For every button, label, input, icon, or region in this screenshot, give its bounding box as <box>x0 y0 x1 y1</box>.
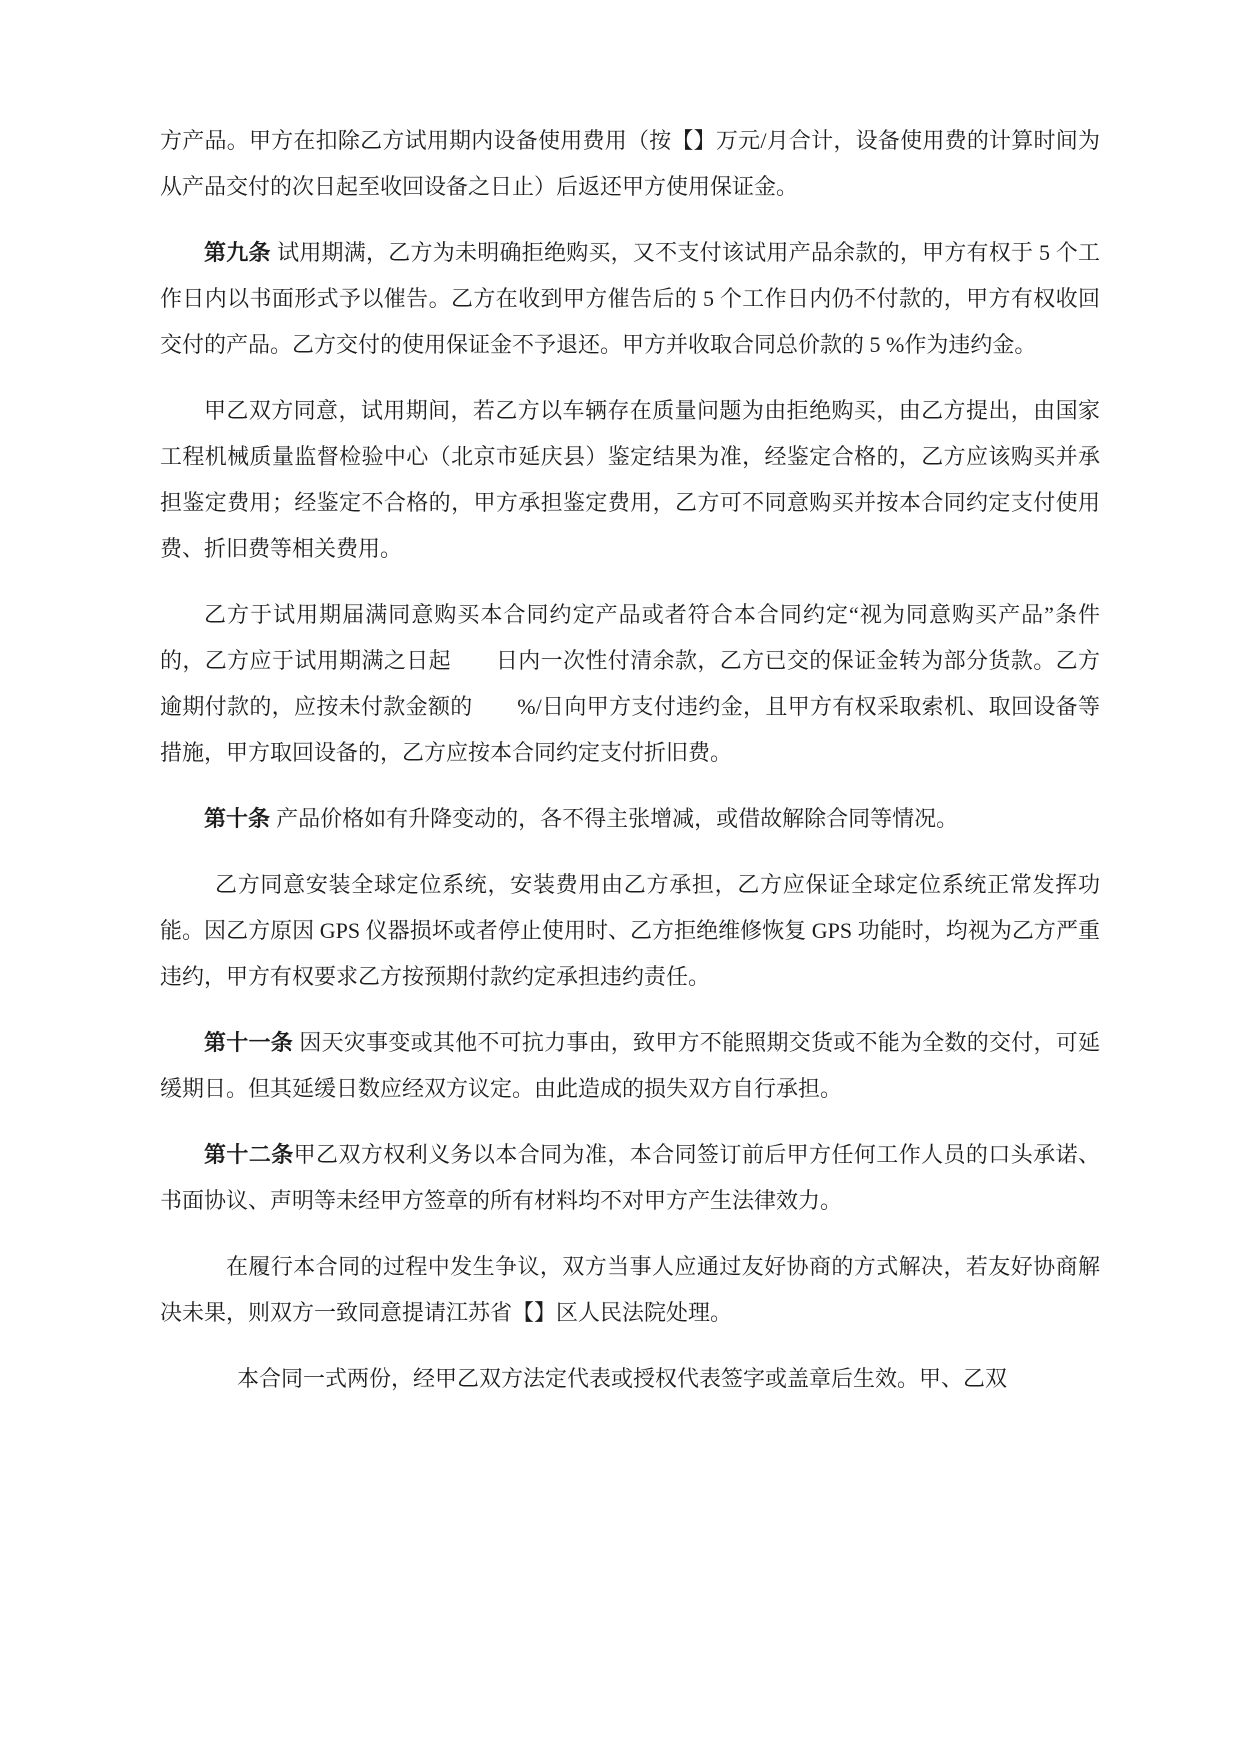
paragraph-text: 甲乙双方权利义务以本合同为准，本合同签订前后甲方任何工作人员的口头承诺、书面协议、声明等未经甲方签章的所有材料均不对甲方产生法律效力。 <box>160 1142 1100 1213</box>
paragraph-text: 甲乙双方同意，试用期间，若乙方以车辆存在质量问题为由拒绝购买，由乙方提出，由国家工程机械质量监督检验中心（北京市延庆县）鉴定结果为准，经鉴定合格的，乙方应该购买并承担鉴定费用；经鉴定不合格的，甲方承担鉴定费用，乙方可不同意购买并按本合同约定支付使用费、折旧费等相关费用。 <box>160 398 1100 561</box>
paragraph-deposit-refund-continuation <box>160 118 1100 210</box>
paragraph-clause-10 <box>160 796 1100 842</box>
paragraph-dispute-resolution <box>160 1244 1100 1336</box>
paragraph-text: 试用期满，乙方为未明确拒绝购买，又不支付该试用产品余款的，甲方有权于 5 个工作日内以书面形式予以催告。乙方在收到甲方催告后的 5 个工作日内仍不付款的，甲方有权收回交付的产品。乙方交付的使用保证金不予退还。甲方并收取合同总价款的 5 %作为违约金。 <box>160 240 1100 357</box>
paragraph-quality-inspection <box>160 388 1100 572</box>
paragraph-text: 本合同一式两份，经甲乙双方法定代表或授权代表签字或盖章后生效。甲、乙双 <box>237 1366 1008 1391</box>
clause-11-label: 第十一条 <box>204 1030 300 1055</box>
paragraph-text: 产品价格如有升降变动的，各不得主张增减，或借故解除合同等情况。 <box>276 806 959 831</box>
paragraph-clause-12 <box>160 1132 1100 1224</box>
paragraph-clause-11 <box>160 1020 1100 1112</box>
paragraph-text: 乙方于试用期届满同意购买本合同约定产品或者符合本合同约定“视为同意购买产品”条件的，乙方应于试用期满之日起 日内一次性付清余款，乙方已交的保证金转为部分货款。乙方逾期付款的，应按未付款金额的 %/日向甲方支付违约金，且甲方有权采取索机、取回设备等措施，甲方取回设备的，乙方应按本合同约定支付折旧费。 <box>160 602 1100 765</box>
clause-12-label: 第十二条 <box>204 1142 294 1167</box>
paragraph-text: 因天灾事变或其他不可抗力事由，致甲方不能照期交货或不能为全数的交付，可延缓期日。但其延缓日数应经双方议定。由此造成的损失双方自行承担。 <box>160 1030 1100 1101</box>
paragraph-purchase-payment <box>160 592 1100 776</box>
paragraph-text: 乙方同意安装全球定位系统，安装费用由乙方承担，乙方应保证全球定位系统正常发挥功能。因乙方原因 GPS 仪器损坏或者停止使用时、乙方拒绝维修恢复 GPS 功能时，均视为乙方严重违约，甲方有权要求乙方按预期付款约定承担违约责任。 <box>160 872 1100 989</box>
paragraph-gps-installation <box>160 862 1100 1000</box>
paragraph-text: 方产品。甲方在扣除乙方试用期内设备使用费用（按【】万元/月合计，设备使用费的计算时间为从产品交付的次日起至收回设备之日止）后返还甲方使用保证金。 <box>160 128 1100 199</box>
clause-9-label: 第九条 <box>204 240 278 265</box>
paragraph-execution-copies <box>160 1356 1100 1402</box>
contract-body <box>160 118 1100 1402</box>
clause-10-label: 第十条 <box>204 806 277 831</box>
paragraph-text: 在履行本合同的过程中发生争议，双方当事人应通过友好协商的方式解决，若友好协商解决未果，则双方一致同意提请江苏省【】区人民法院处理。 <box>160 1254 1100 1325</box>
paragraph-clause-9 <box>160 230 1100 368</box>
